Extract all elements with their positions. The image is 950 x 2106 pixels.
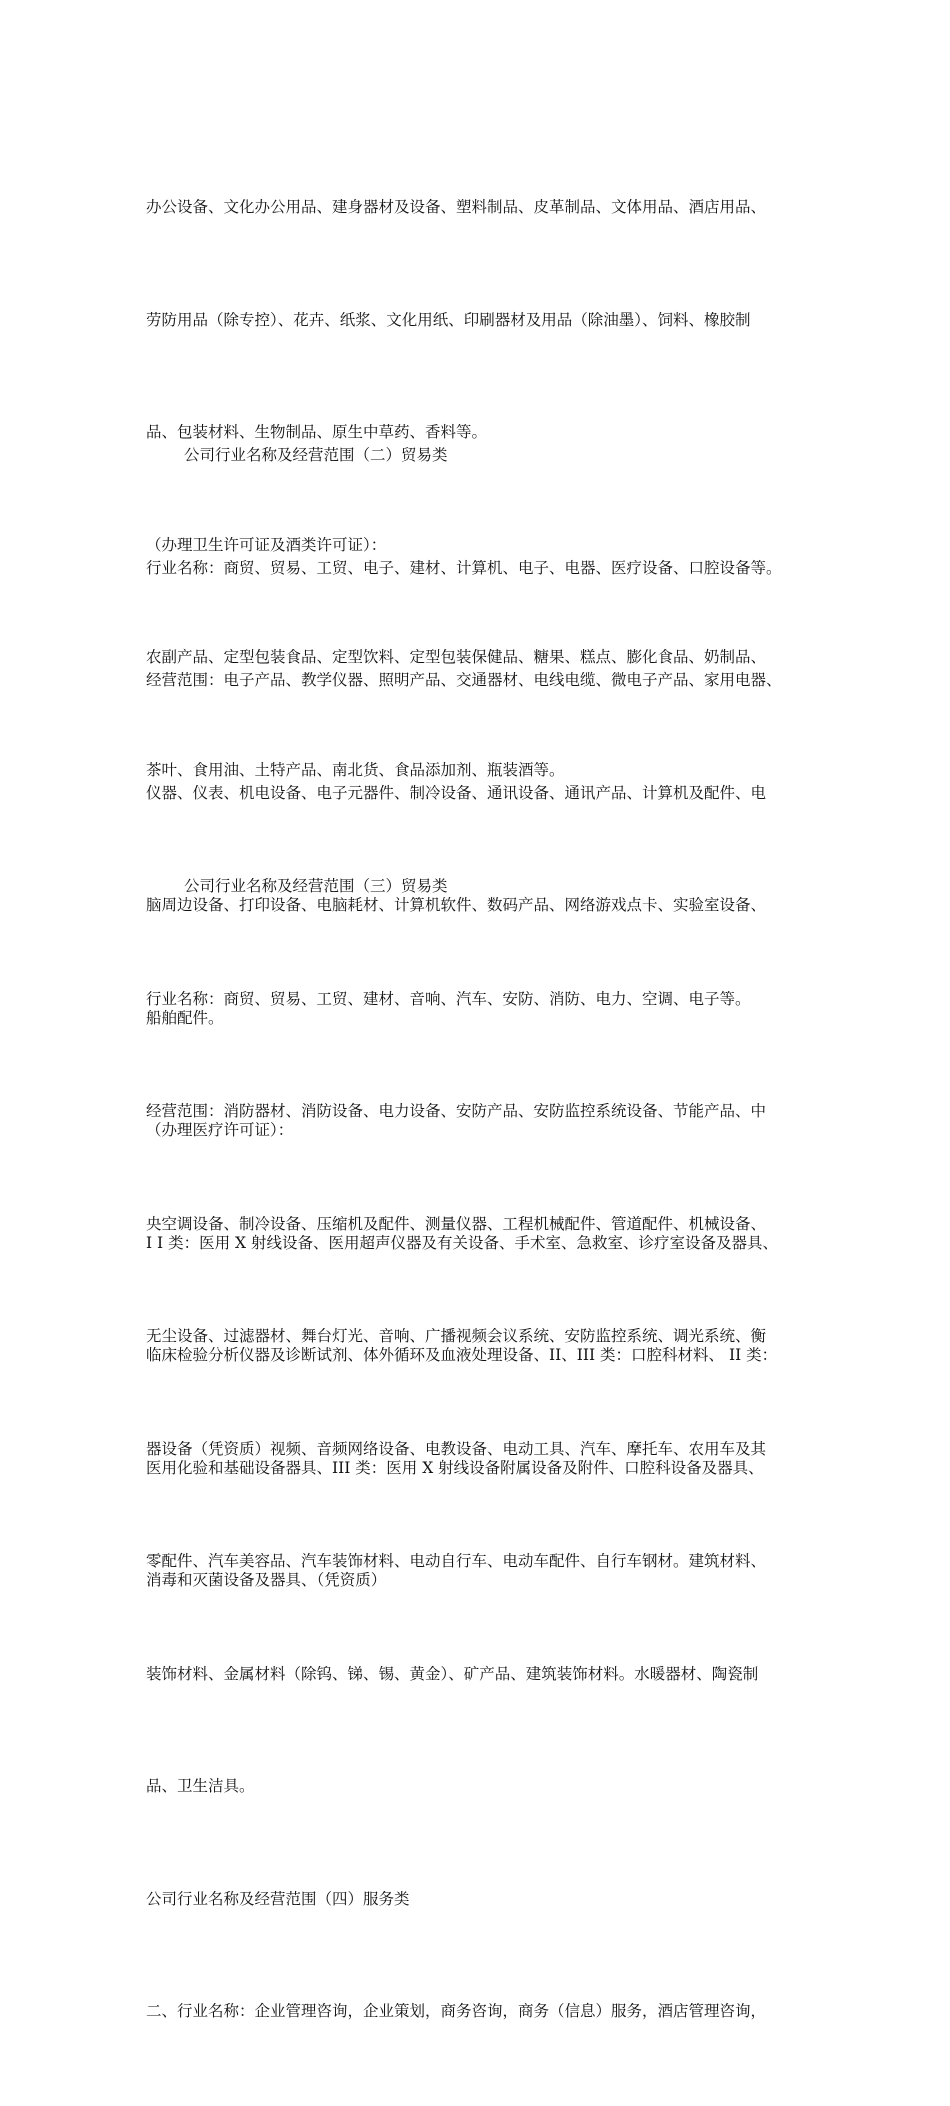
paragraph-line: 医用化验和基础设备器具、III 类：医用 X 射线设备附属设备及附件、口腔科设备及器具、 <box>146 1458 764 1477</box>
paragraph-line: （办理医疗许可证）： <box>146 1121 294 1139</box>
paragraph-line: 经营范围：消防器材、消防设备、电力设备、安防产品、安防监控系统设备、节能产品、中 <box>146 1102 767 1120</box>
paragraph-line: （办理卫生许可证及酒类许可证）： <box>146 535 387 554</box>
paragraph-line: 劳防用品（除专控）、花卉、纸浆、文化用纸、印刷器材及用品（除油墨）、饲料、橡胶制 <box>146 310 751 329</box>
paragraph-line: 脑周边设备、打印设备、电脑耗材、计算机软件、数码产品、网络游戏点卡、实验室设备、 <box>146 896 767 914</box>
section-heading: 公司行业名称及经营范围（三）贸易类 <box>184 877 448 895</box>
section-3 <box>146 793 814 2106</box>
paragraph-line: 办公设备、文化办公用品、建身器材及设备、塑料制品、皮革制品、文体用品、酒店用品、 <box>146 198 767 216</box>
paragraph-line: 品、卫生洁具。 <box>146 1777 255 1795</box>
section-heading: 公司行业名称及经营范围（二）贸易类 <box>184 446 448 464</box>
paragraph-line: 经营范围：电子产品、教学仪器、照明产品、交通器材、电线电缆、微电子产品、家用电器、 <box>146 671 782 689</box>
paragraph-line: 仪器、仪表、机电设备、电子元器件、制冷设备、通讯设备、通讯产品、计算机及配件、电 <box>146 783 767 802</box>
paragraph-line: 央空调设备、制冷设备、压缩机及配件、测量仪器、工程机械配件、管道配件、机械设备、 <box>146 1214 767 1233</box>
paragraph-line: 茶叶、食用油、土特产品、南北货、食品添加剂、瓶装酒等。 <box>146 760 565 779</box>
paragraph-line: 船舶配件。 <box>146 1008 224 1027</box>
paragraph-line: 行业名称：商贸、贸易、工贸、建材、音响、汽车、安防、消防、电力、空调、电子等。 <box>146 989 751 1008</box>
paragraph-line: 农副产品、定型包装食品、定型饮料、定型包装保健品、糖果、糕点、膨化食品、奶制品、 <box>146 648 767 666</box>
paragraph-line: 零配件、汽车美容品、汽车装饰材料、电动自行车、电动车配件、自行车钢材。建筑材料、 <box>146 1552 767 1570</box>
paragraph-line: 消毒和灭菌设备及器具、（凭资质） <box>146 1571 387 1589</box>
paragraph-line: 二、行业名称：企业管理咨询，企业策划，商务咨询，商务（信息）服务，酒店管理咨询， <box>146 2002 767 2020</box>
paragraph-line: 临床检验分析仪器及诊断试剂、体外循环及血液处理设备、II、III 类：口腔科材料、 II 类： <box>146 1346 778 1364</box>
paragraph-line: 装饰材料、金属材料（除钨、锑、锡、黄金）、矿产品、建筑装饰材料。水暖器材、陶瓷制 <box>146 1664 759 1683</box>
paragraph-line: 无尘设备、过滤器材、舞台灯光、音响、广播视频会议系统、安防监控系统、调光系统、衡 <box>146 1327 767 1345</box>
paragraph-line: I I 类：医用 X 射线设备、医用超声仪器及有关设备、手术室、急救室、诊疗室设备及器具、 <box>146 1233 778 1252</box>
paragraph-line: 行业名称：商贸、贸易、工贸、电子、建材、计算机、电子、电器、医疗设备、口腔设备等。 <box>146 558 782 577</box>
paragraph-line: 品、包装材料、生物制品、原生中草药、香料等。 <box>146 423 488 441</box>
paragraph-line: 器设备（凭资质）视频、音频网络设备、电教设备、电动工具、汽车、摩托车、农用车及其 <box>146 1439 767 1458</box>
section-heading: 公司行业名称及经营范围（四）服务类 <box>146 1889 410 1908</box>
